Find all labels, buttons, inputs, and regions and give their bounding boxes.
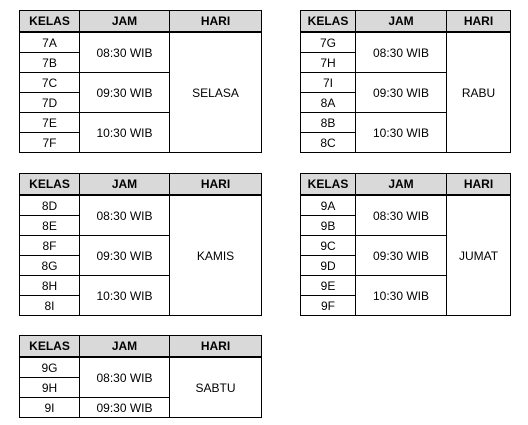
time-cell: 10:30 WIB [356, 113, 447, 153]
header-kelas: KELAS [20, 336, 80, 358]
class-cell: 8I [20, 296, 80, 316]
time-cell: 10:30 WIB [356, 276, 447, 316]
day-cell: SELASA [170, 32, 262, 153]
class-cell: 8G [20, 256, 80, 276]
header-row [301, 11, 511, 33]
time-cell: 10:30 WIB [80, 276, 170, 316]
header-jam: JAM [80, 11, 170, 33]
class-cell: 7G [301, 32, 356, 53]
header-row [301, 174, 511, 196]
class-cell: 9H [20, 378, 80, 398]
table-row [301, 195, 511, 216]
header-kelas: KELAS [20, 11, 80, 33]
table-row [20, 357, 262, 378]
schedule-table-jumat [300, 173, 511, 316]
header-hari: HARI [447, 174, 511, 196]
class-cell: 7H [301, 53, 356, 73]
class-cell: 9G [20, 357, 80, 378]
table-row [20, 195, 262, 216]
time-cell: 08:30 WIB [356, 195, 447, 236]
time-cell: 09:30 WIB [356, 236, 447, 276]
time-cell: 08:30 WIB [80, 195, 170, 236]
header-hari: HARI [447, 11, 511, 33]
header-jam: JAM [80, 174, 170, 196]
class-cell: 7F [20, 133, 80, 153]
day-cell: SABTU [170, 357, 262, 418]
class-cell: 8C [301, 133, 356, 153]
time-cell: 09:30 WIB [80, 236, 170, 276]
class-cell: 8H [20, 276, 80, 296]
time-cell: 08:30 WIB [80, 357, 170, 398]
header-row [20, 11, 262, 33]
schedule-table-kamis [19, 173, 262, 316]
header-hari: HARI [170, 11, 262, 33]
class-cell: 9D [301, 256, 356, 276]
class-cell: 7I [301, 73, 356, 93]
header-kelas: KELAS [20, 174, 80, 196]
class-cell: 8A [301, 93, 356, 113]
header-row [20, 174, 262, 196]
class-cell: 7C [20, 73, 80, 93]
table-row [301, 32, 511, 53]
class-cell: 8F [20, 236, 80, 256]
day-cell: JUMAT [447, 195, 511, 316]
header-hari: HARI [170, 336, 262, 358]
class-cell: 9F [301, 296, 356, 316]
class-cell: 7D [20, 93, 80, 113]
time-cell: 08:30 WIB [356, 32, 447, 73]
class-cell: 9E [301, 276, 356, 296]
class-cell: 9B [301, 216, 356, 236]
class-cell: 7B [20, 53, 80, 73]
header-jam: JAM [356, 11, 447, 33]
header-jam: JAM [356, 174, 447, 196]
class-cell: 8E [20, 216, 80, 236]
time-cell: 09:30 WIB [356, 73, 447, 113]
class-cell: 9A [301, 195, 356, 216]
time-cell: 10:30 WIB [80, 113, 170, 153]
time-cell: 09:30 WIB [80, 73, 170, 113]
time-cell: 08:30 WIB [80, 32, 170, 73]
header-kelas: KELAS [301, 174, 356, 196]
header-kelas: KELAS [301, 11, 356, 33]
day-cell: RABU [447, 32, 511, 153]
day-cell: KAMIS [170, 195, 262, 316]
class-cell: 9I [20, 398, 80, 418]
class-cell: 8D [20, 195, 80, 216]
class-cell: 8B [301, 113, 356, 133]
schedule-table-rabu [300, 10, 511, 153]
class-cell: 7A [20, 32, 80, 53]
class-cell: 9C [301, 236, 356, 256]
class-cell: 7E [20, 113, 80, 133]
schedule-table-sabtu [19, 335, 262, 418]
header-hari: HARI [170, 174, 262, 196]
schedule-table-selasa [19, 10, 262, 153]
time-cell: 09:30 WIB [80, 398, 170, 418]
header-row [20, 336, 262, 358]
table-row [20, 32, 262, 53]
header-jam: JAM [80, 336, 170, 358]
